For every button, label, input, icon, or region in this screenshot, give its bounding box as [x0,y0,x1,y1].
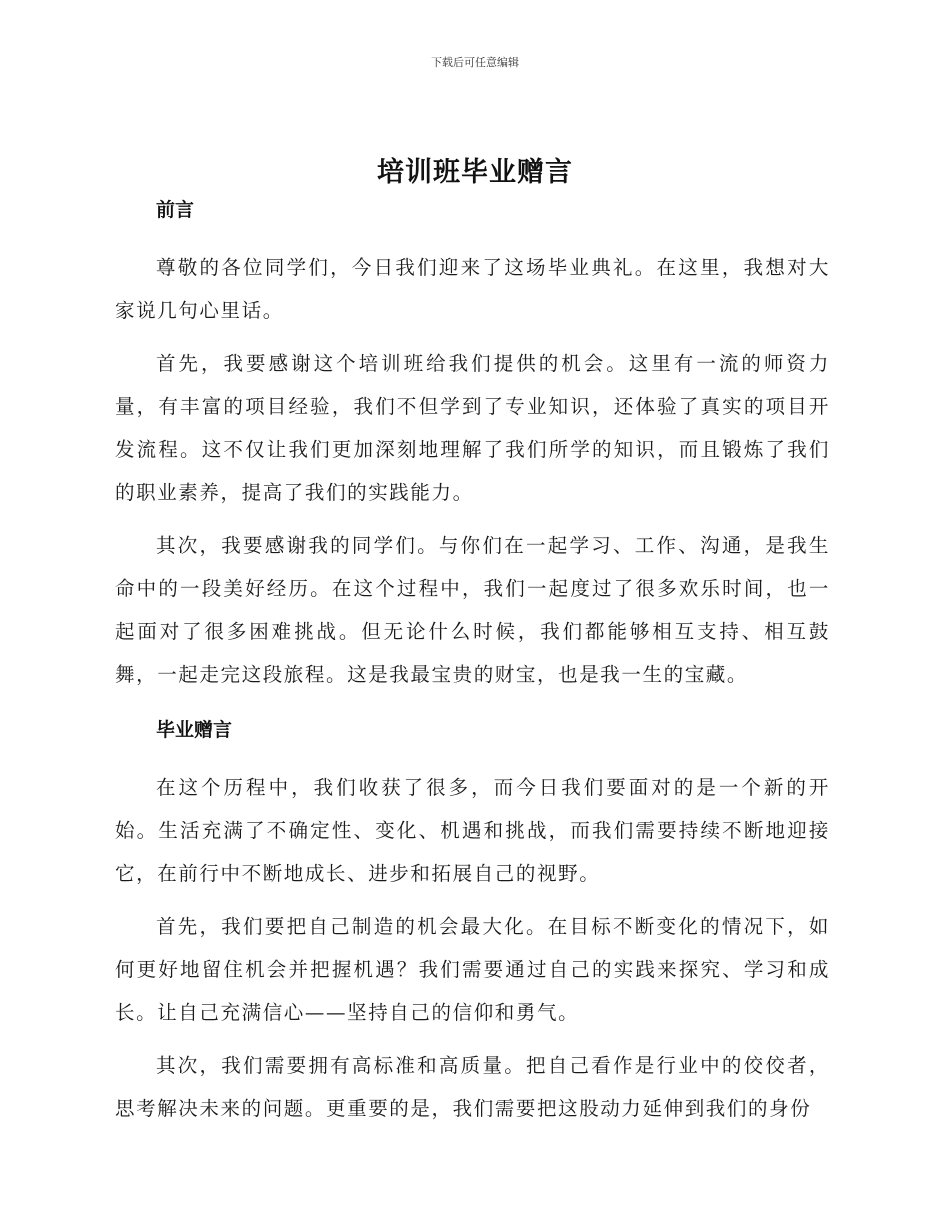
paragraph: 尊敬的各位同学们，今日我们迎来了这场毕业典礼。在这里，我想对大家说几句心里话。 [115,256,830,322]
paragraph: 首先，我们要把自己制造的机会最大化。在目标不断变化的情况下，如何更好地留住机会并把握机遇？我们需要通过自己的实践来探究、学习和成长。让自己充满信心——坚持自己的信仰和勇气。 [115,915,830,1024]
paragraph: 在这个历程中，我们收获了很多，而今日我们要面对的是一个新的开始。生活充满了不确定性、变化、机遇和挑战，而我们需要持续不断地迎接它，在前行中不断地成长、进步和拓展自己的视野。 [115,776,830,885]
document-title: 培训班毕业赠言 [377,157,573,188]
paragraph: 其次，我要感谢我的同学们。与你们在一起学习、工作、沟通，是我生命中的一段美好经历。在这个过程中，我们一起度过了很多欢乐时间，也一起面对了很多困难挑战。但无论什么时候，我们都能够相互支持、相互鼓舞，一起走完这段旅程。这是我最宝贵的财宝，也是我一生的宝藏。 [115,534,830,686]
document-body [115,196,830,1140]
page-header-note: 下载后可任意编辑 [431,56,519,69]
section-graduation-message [115,716,830,1130]
paragraph: 首先，我要感谢这个培训班给我们提供的机会。这里有一流的师资力量，有丰富的项目经验，我们不但学到了专业知识，还体验了真实的项目开发流程。这不仅让我们更加深刻地理解了我们所学的知识，而且锻炼了我们的职业素养，提高了我们的实践能力。 [115,352,830,504]
section-heading: 前言 [156,199,195,221]
section-heading: 毕业赠言 [156,719,233,741]
paragraph: 其次，我们需要拥有高标准和高质量。把自己看作是行业中的佼佼者，思考解决未来的问题。更重要的是，我们需要把这股动力延伸到我们的身份 [115,1054,830,1120]
section-preface [115,196,830,696]
